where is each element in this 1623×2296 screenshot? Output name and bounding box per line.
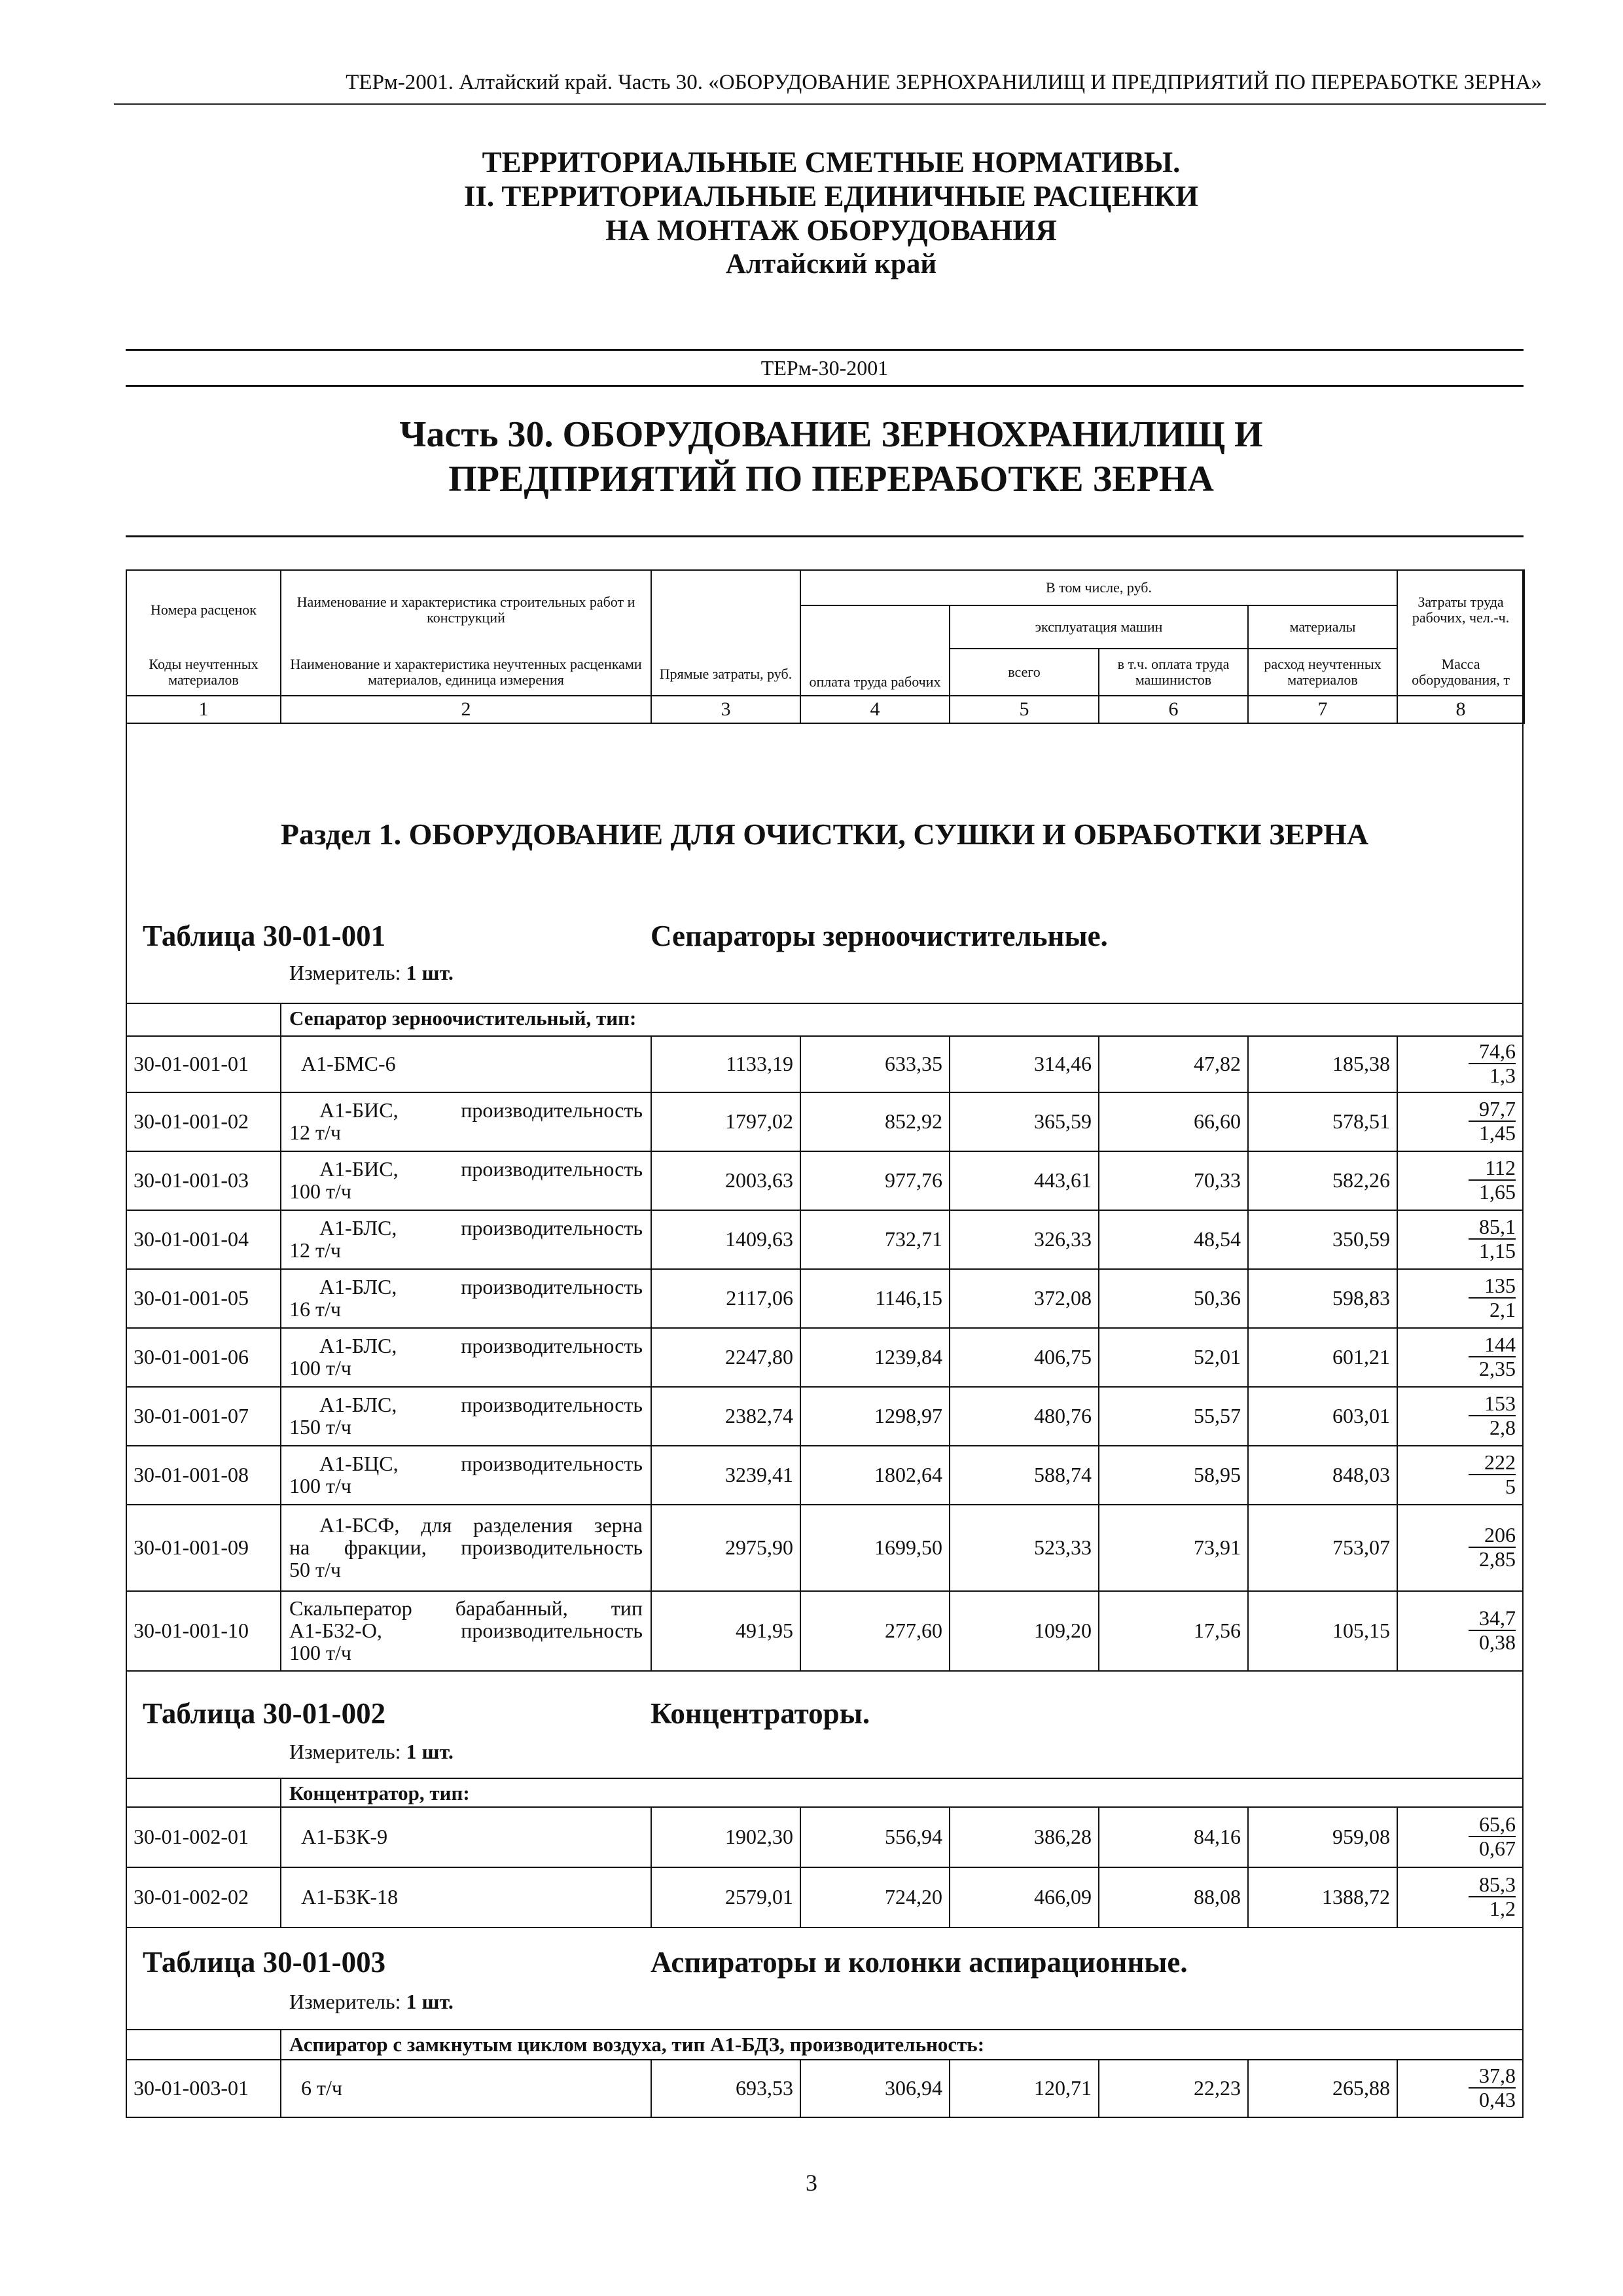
labor-cost: 633,35 bbox=[885, 1052, 942, 1075]
rate-description bbox=[289, 1052, 643, 1075]
description-line: А1-БЛС, производительность bbox=[319, 1216, 643, 1240]
description-line: 100 т/ч bbox=[289, 1641, 351, 1664]
labor-hours: 206 bbox=[1469, 1524, 1516, 1548]
labor-cost: 977,76 bbox=[885, 1168, 942, 1192]
labor-hours-over-mass bbox=[1397, 1215, 1516, 1262]
equipment-mass: 1,15 bbox=[1479, 1239, 1516, 1263]
machine-cost: 466,09 bbox=[1034, 1885, 1092, 1909]
row-divider bbox=[126, 1504, 1524, 1505]
machine-labor-cost: 50,36 bbox=[1194, 1286, 1241, 1310]
equipment-mass: 1,2 bbox=[1489, 1897, 1516, 1920]
header-col2-top: Наименование и характеристика строительных работ и конструкций bbox=[281, 570, 651, 649]
header-col3: Прямые затраты, руб. bbox=[651, 570, 800, 696]
column-divider bbox=[280, 1151, 281, 1210]
rate-description bbox=[289, 1276, 643, 1320]
meter-value: 1 шт. bbox=[406, 961, 454, 984]
labor-hours-over-mass bbox=[1397, 1392, 1516, 1439]
title-line-4: Алтайский край bbox=[725, 249, 937, 279]
row-divider bbox=[126, 1670, 1524, 1672]
description-line: А1-БЗК-18 bbox=[301, 1885, 399, 1909]
machine-cost: 120,71 bbox=[1034, 2076, 1092, 2100]
description-line: на фракции, производительность bbox=[289, 1535, 643, 1559]
column-divider bbox=[280, 2059, 281, 2117]
row-divider bbox=[126, 1035, 1524, 1037]
machine-labor-cost: 52,01 bbox=[1194, 1345, 1241, 1369]
description-line: 100 т/ч bbox=[289, 1179, 351, 1203]
labor-hours-over-mass bbox=[1397, 1873, 1516, 1920]
rate-description bbox=[289, 2077, 643, 2099]
machine-cost: 443,61 bbox=[1034, 1168, 1092, 1192]
header-materials: материалы bbox=[1248, 605, 1397, 649]
equipment-mass: 2,85 bbox=[1479, 1547, 1516, 1571]
machine-cost: 406,75 bbox=[1034, 1345, 1092, 1369]
description-line: А1-БИС, производительность bbox=[319, 1157, 643, 1181]
column-divider bbox=[280, 1778, 281, 1806]
labor-hours-over-mass bbox=[1397, 1333, 1516, 1380]
column-divider bbox=[280, 1806, 281, 1867]
labor-cost: 852,92 bbox=[885, 1109, 942, 1133]
machine-labor-cost: 48,54 bbox=[1194, 1227, 1241, 1251]
running-header-rule bbox=[114, 103, 1546, 105]
equipment-mass: 1,65 bbox=[1479, 1180, 1516, 1204]
column-divider bbox=[280, 1590, 281, 1670]
row-divider bbox=[126, 2117, 1524, 2118]
table-name: Аспираторы и колонки аспирационные. bbox=[651, 1946, 1188, 1979]
labor-cost: 1802,64 bbox=[874, 1463, 942, 1486]
machine-cost: 480,76 bbox=[1034, 1404, 1092, 1427]
group-heading: Аспиратор с замкнутым циклом воздуха, тип А1-БДЗ, производительность: bbox=[289, 2033, 985, 2056]
row-divider bbox=[126, 1927, 1524, 1928]
labor-cost: 724,20 bbox=[885, 1885, 942, 1909]
part-title-rule bbox=[126, 535, 1524, 537]
title-line-1: ТЕРРИТОРИАЛЬНЫЕ СМЕТНЫЕ НОРМАТИВЫ. bbox=[482, 146, 1181, 179]
machine-cost: 314,46 bbox=[1034, 1052, 1092, 1075]
equipment-mass: 2,8 bbox=[1489, 1416, 1516, 1439]
header-col1-top: Номера расценок bbox=[126, 570, 281, 649]
materials-cost: 598,83 bbox=[1332, 1286, 1390, 1310]
labor-cost: 1699,50 bbox=[874, 1535, 942, 1559]
labor-cost: 277,60 bbox=[885, 1619, 942, 1642]
column-number: 1 bbox=[126, 696, 281, 723]
row-divider bbox=[126, 1210, 1524, 1211]
description-line: 16 т/ч bbox=[289, 1297, 341, 1321]
group-heading: Сепаратор зерноочистительный, тип: bbox=[289, 1007, 637, 1030]
row-divider bbox=[126, 2059, 1524, 2060]
row-divider bbox=[126, 1778, 1524, 1779]
table-code: Таблица 30-01-001 bbox=[143, 920, 386, 952]
materials-cost: 603,01 bbox=[1332, 1404, 1390, 1427]
materials-cost: 105,15 bbox=[1332, 1619, 1390, 1642]
rate-code: 30-01-001-09 bbox=[134, 1535, 249, 1559]
direct-cost: 2579,01 bbox=[725, 1885, 793, 1909]
labor-hours-over-mass bbox=[1397, 1607, 1516, 1653]
labor-hours: 97,7 bbox=[1469, 1098, 1516, 1122]
header-col2-bottom: Наименование и характеристика неучтенных расценками материалов, единица измерения bbox=[281, 649, 651, 696]
labor-cost: 306,94 bbox=[885, 2076, 942, 2100]
direct-cost: 1409,63 bbox=[725, 1227, 793, 1251]
rate-code: 30-01-002-02 bbox=[134, 1885, 249, 1909]
labor-hours: 74,6 bbox=[1469, 1040, 1516, 1064]
row-divider bbox=[126, 1445, 1524, 1446]
header-col5: всего bbox=[950, 649, 1099, 696]
labor-hours-over-mass bbox=[1397, 1157, 1516, 1203]
description-line: А1-Б32-О, производительность bbox=[289, 1619, 643, 1642]
machine-labor-cost: 17,56 bbox=[1194, 1619, 1241, 1642]
labor-hours: 144 bbox=[1469, 1333, 1516, 1357]
equipment-mass: 0,67 bbox=[1479, 1837, 1516, 1860]
equipment-mass: 0,43 bbox=[1479, 2088, 1516, 2111]
meter-label: Измеритель: bbox=[289, 1740, 401, 1763]
table-name: Концентраторы. bbox=[651, 1697, 870, 1730]
machine-labor-cost: 73,91 bbox=[1194, 1535, 1241, 1559]
header-col7: расход неучтенных материалов bbox=[1248, 649, 1397, 696]
rate-description bbox=[289, 1217, 643, 1261]
description-line: 50 т/ч bbox=[289, 1558, 341, 1581]
meter-label: Измеритель: bbox=[289, 961, 401, 984]
labor-hours-over-mass bbox=[1397, 1524, 1516, 1570]
header-col1-bottom: Коды неучтенных материалов bbox=[126, 649, 281, 696]
rate-code: 30-01-001-10 bbox=[134, 1619, 249, 1642]
machine-labor-cost: 70,33 bbox=[1194, 1168, 1241, 1192]
rate-description bbox=[289, 1158, 643, 1202]
description-line: А1-БЛС, производительность bbox=[319, 1275, 643, 1299]
description-line: 12 т/ч bbox=[289, 1238, 341, 1262]
rate-code: 30-01-001-02 bbox=[134, 1109, 249, 1133]
direct-cost: 2247,80 bbox=[725, 1345, 793, 1369]
column-divider bbox=[280, 1867, 281, 1927]
equipment-mass: 0,38 bbox=[1479, 1630, 1516, 1654]
table-name: Сепараторы зерноочистительные. bbox=[651, 920, 1108, 952]
header-col8-top: Затраты труда рабочих, чел.-ч. bbox=[1397, 570, 1524, 649]
header-col6: в т.ч. оплата труда машинистов bbox=[1099, 649, 1248, 696]
labor-hours: 85,3 bbox=[1469, 1873, 1516, 1897]
labor-hours: 112 bbox=[1469, 1157, 1516, 1181]
materials-cost: 601,21 bbox=[1332, 1345, 1390, 1369]
machine-cost: 326,33 bbox=[1034, 1227, 1092, 1251]
machine-cost: 588,74 bbox=[1034, 1463, 1092, 1486]
column-number: 8 bbox=[1397, 696, 1524, 723]
labor-hours: 222 bbox=[1469, 1451, 1516, 1475]
meter-value: 1 шт. bbox=[406, 1740, 454, 1763]
header-col4: оплата труда рабочих bbox=[800, 605, 950, 696]
rate-code: 30-01-001-08 bbox=[134, 1463, 249, 1486]
column-number: 7 bbox=[1248, 696, 1397, 723]
machine-labor-cost: 84,16 bbox=[1194, 1825, 1241, 1848]
labor-hours: 85,1 bbox=[1469, 1215, 1516, 1240]
materials-cost: 753,07 bbox=[1332, 1535, 1390, 1559]
rate-code: 30-01-001-01 bbox=[134, 1052, 249, 1075]
description-line: 6 т/ч bbox=[301, 2076, 342, 2100]
rate-description bbox=[289, 1514, 643, 1581]
direct-cost: 3239,41 bbox=[725, 1463, 793, 1486]
rate-description bbox=[289, 1597, 643, 1664]
row-divider bbox=[126, 1092, 1524, 1093]
rate-code: 30-01-001-06 bbox=[134, 1345, 249, 1369]
materials-cost: 582,26 bbox=[1332, 1168, 1390, 1192]
labor-hours: 34,7 bbox=[1469, 1607, 1516, 1631]
description-line: А1-БЦС, производительность bbox=[319, 1452, 643, 1475]
description-line: 100 т/ч bbox=[289, 1356, 351, 1380]
rate-code: 30-01-002-01 bbox=[134, 1825, 249, 1848]
machine-labor-cost: 47,82 bbox=[1194, 1052, 1241, 1075]
materials-cost: 1388,72 bbox=[1322, 1885, 1390, 1909]
title-line-3: НА МОНТАЖ ОБОРУДОВАНИЯ bbox=[605, 214, 1057, 247]
rate-code: 30-01-001-07 bbox=[134, 1404, 249, 1427]
column-divider bbox=[280, 2029, 281, 2059]
column-divider bbox=[280, 1445, 281, 1504]
row-divider bbox=[126, 1590, 1524, 1592]
description-line: А1-БИС, производительность bbox=[319, 1098, 643, 1122]
description-line: Скальператор барабанный, тип bbox=[289, 1596, 643, 1620]
labor-hours-over-mass bbox=[1397, 1451, 1516, 1498]
table-meter bbox=[289, 1740, 454, 1764]
description-line: А1-БМС-6 bbox=[301, 1052, 396, 1075]
description-line: 150 т/ч bbox=[289, 1415, 351, 1439]
machine-cost: 386,28 bbox=[1034, 1825, 1092, 1848]
equipment-mass: 1,3 bbox=[1489, 1064, 1516, 1087]
direct-cost: 1133,19 bbox=[726, 1052, 793, 1075]
labor-cost: 556,94 bbox=[885, 1825, 942, 1848]
machine-labor-cost: 88,08 bbox=[1194, 1885, 1241, 1909]
direct-cost: 491,95 bbox=[736, 1619, 793, 1642]
group-heading: Концентратор, тип: bbox=[289, 1782, 470, 1804]
direct-cost: 2975,90 bbox=[725, 1535, 793, 1559]
table-code: Таблица 30-01-002 bbox=[143, 1697, 386, 1730]
header-col8-bottom: Масса оборудования, т bbox=[1397, 649, 1524, 696]
machine-cost: 523,33 bbox=[1034, 1535, 1092, 1559]
column-divider bbox=[280, 1504, 281, 1590]
direct-cost: 2003,63 bbox=[725, 1168, 793, 1192]
materials-cost: 350,59 bbox=[1332, 1227, 1390, 1251]
machine-cost: 109,20 bbox=[1034, 1619, 1092, 1642]
page-number: 3 bbox=[806, 2170, 817, 2196]
column-divider bbox=[280, 1035, 281, 1092]
description-line: А1-БСФ, для разделения зерна bbox=[319, 1513, 643, 1537]
labor-cost: 1298,97 bbox=[874, 1404, 942, 1427]
labor-hours: 37,8 bbox=[1469, 2064, 1516, 2089]
rate-description bbox=[289, 1099, 643, 1143]
row-divider bbox=[126, 1151, 1524, 1152]
labor-hours: 153 bbox=[1469, 1392, 1516, 1416]
labor-hours-over-mass bbox=[1397, 1040, 1516, 1086]
labor-hours-over-mass bbox=[1397, 1813, 1516, 1859]
meter-label: Измеритель: bbox=[289, 1990, 401, 2013]
table-meter bbox=[289, 961, 454, 985]
section-title: Раздел 1. ОБОРУДОВАНИЕ ДЛЯ ОЧИСТКИ, СУШКИ И ОБРАБОТКИ ЗЕРНА bbox=[280, 817, 1369, 851]
labor-hours-over-mass bbox=[1397, 1098, 1516, 1144]
part-title-line-2: ПРЕДПРИЯТИЙ ПО ПЕРЕРАБОТКЕ ЗЕРНА bbox=[448, 459, 1214, 499]
title-line-2: II. ТЕРРИТОРИАЛЬНЫЕ ЕДИНИЧНЫЕ РАСЦЕНКИ bbox=[463, 180, 1199, 213]
machine-cost: 365,59 bbox=[1034, 1109, 1092, 1133]
description-line: А1-БЗК-9 bbox=[301, 1825, 388, 1848]
table-meter bbox=[289, 1990, 454, 2014]
equipment-mass: 2,35 bbox=[1479, 1357, 1516, 1380]
materials-cost: 848,03 bbox=[1332, 1463, 1390, 1486]
rate-code: 30-01-001-05 bbox=[134, 1286, 249, 1310]
header-including: В том числе, руб. bbox=[800, 570, 1397, 605]
materials-cost: 265,88 bbox=[1332, 2076, 1390, 2100]
row-divider bbox=[126, 1867, 1524, 1868]
direct-cost: 693,53 bbox=[736, 2076, 793, 2100]
direct-cost: 2117,06 bbox=[726, 1286, 793, 1310]
rate-description bbox=[289, 1393, 643, 1438]
labor-hours-over-mass bbox=[1397, 1274, 1516, 1321]
rate-description bbox=[289, 1825, 643, 1848]
row-divider bbox=[126, 2029, 1524, 2030]
column-divider bbox=[280, 1210, 281, 1268]
direct-cost: 2382,74 bbox=[725, 1404, 793, 1427]
machine-cost: 372,08 bbox=[1034, 1286, 1092, 1310]
row-divider bbox=[126, 1806, 1524, 1808]
direct-cost: 1797,02 bbox=[725, 1109, 793, 1133]
document-title bbox=[124, 145, 1538, 281]
column-divider bbox=[280, 1386, 281, 1445]
machine-labor-cost: 58,95 bbox=[1194, 1463, 1241, 1486]
row-divider bbox=[126, 1386, 1524, 1388]
meter-value: 1 шт. bbox=[406, 1990, 454, 2013]
table-code: Таблица 30-01-003 bbox=[143, 1946, 386, 1979]
column-number: 6 bbox=[1099, 696, 1248, 723]
description-line: 100 т/ч bbox=[289, 1474, 351, 1498]
materials-cost: 578,51 bbox=[1332, 1109, 1390, 1133]
column-divider bbox=[280, 1268, 281, 1327]
machine-labor-cost: 22,23 bbox=[1194, 2076, 1241, 2100]
labor-hours: 135 bbox=[1469, 1274, 1516, 1299]
labor-cost: 1239,84 bbox=[874, 1345, 942, 1369]
equipment-mass: 2,1 bbox=[1489, 1298, 1516, 1321]
column-number: 5 bbox=[950, 696, 1099, 723]
column-number: 2 bbox=[281, 696, 651, 723]
materials-cost: 185,38 bbox=[1332, 1052, 1390, 1075]
doc-code: ТЕРм-30-2001 bbox=[126, 349, 1524, 387]
labor-hours-over-mass bbox=[1397, 2064, 1516, 2111]
row-divider bbox=[126, 1003, 1524, 1004]
part-title bbox=[124, 412, 1538, 501]
row-divider bbox=[126, 1327, 1524, 1329]
machine-labor-cost: 66,60 bbox=[1194, 1109, 1241, 1133]
description-line: 12 т/ч bbox=[289, 1121, 341, 1144]
description-line: А1-БЛС, производительность bbox=[319, 1334, 643, 1357]
column-divider bbox=[280, 1003, 281, 1035]
header-machines: эксплуатация машин bbox=[950, 605, 1248, 649]
machine-labor-cost: 55,57 bbox=[1194, 1404, 1241, 1427]
description-line: А1-БЛС, производительность bbox=[319, 1393, 643, 1416]
column-divider bbox=[280, 1327, 281, 1386]
labor-cost: 1146,15 bbox=[875, 1286, 942, 1310]
equipment-mass: 5 bbox=[1505, 1475, 1516, 1498]
rate-description bbox=[289, 1335, 643, 1379]
column-number: 3 bbox=[651, 696, 800, 723]
equipment-mass: 1,45 bbox=[1479, 1121, 1516, 1145]
rates-table-header bbox=[126, 569, 1525, 724]
row-divider bbox=[126, 1268, 1524, 1270]
rate-code: 30-01-001-03 bbox=[134, 1168, 249, 1192]
column-number: 4 bbox=[800, 696, 950, 723]
rate-description bbox=[289, 1886, 643, 1908]
part-title-line-1: Часть 30. ОБОРУДОВАНИЕ ЗЕРНОХРАНИЛИЩ И bbox=[399, 414, 1263, 455]
materials-cost: 959,08 bbox=[1332, 1825, 1390, 1848]
direct-cost: 1902,30 bbox=[725, 1825, 793, 1848]
rate-description bbox=[289, 1452, 643, 1497]
column-divider bbox=[280, 1092, 281, 1151]
running-header: ТЕРм-2001. Алтайский край. Часть 30. «ОБОРУДОВАНИЕ ЗЕРНОХРАНИЛИЩ И ПРЕДПРИЯТИЙ ПО ПЕРЕРАБОТКЕ ЗЕРНА» bbox=[346, 71, 1542, 94]
labor-hours: 65,6 bbox=[1469, 1813, 1516, 1837]
labor-cost: 732,71 bbox=[885, 1227, 942, 1251]
rate-code: 30-01-001-04 bbox=[134, 1227, 249, 1251]
rate-code: 30-01-003-01 bbox=[134, 2076, 249, 2100]
